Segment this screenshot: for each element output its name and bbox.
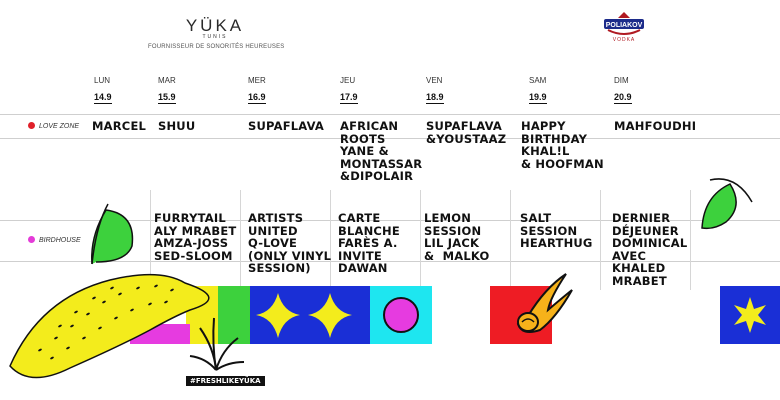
brand-name: YÜKA xyxy=(185,16,245,35)
day-date: 19.9 xyxy=(529,92,547,102)
zone-label: BIRDHOUSE xyxy=(39,237,81,244)
day-name: JEU xyxy=(340,76,356,85)
day-name: MAR xyxy=(158,76,176,85)
love-zone-act-sat: HAPPY BIRTHDAY KHAL!L & HOOFMAN xyxy=(521,119,604,171)
birdhouse-act-sun: DERNIER DÉJEUNER DOMINICAL AVEC KHALED MRABET xyxy=(612,211,688,288)
zone-love xyxy=(28,122,79,130)
green-block xyxy=(218,286,250,344)
day-name: VEN xyxy=(426,76,443,85)
day-date: 18.9 xyxy=(426,92,444,102)
day-date: 16.9 xyxy=(248,92,266,102)
day-header-fri xyxy=(426,76,466,104)
love-zone-act-thu: AFRICAN ROOTS YANE & MONTASSAR &DIPOLAIR xyxy=(340,119,423,183)
sponsor-sub: VODKA xyxy=(612,37,636,43)
day-header-sat xyxy=(529,76,569,104)
zone-birdhouse xyxy=(28,236,81,244)
green-leaf-icon xyxy=(86,196,142,266)
brand-tagline: FOURNISSEUR DE SONORITÉS HEUREUSES xyxy=(148,44,285,50)
love-zone-act-fri: SUPAFLAVA &YOUSTAAZ xyxy=(426,119,507,146)
day-name: DIM xyxy=(614,76,629,85)
birdhouse-act-tue: FURRYTAIL ALY MRABET AMZA-JOSS SED-SLOOM xyxy=(154,211,237,263)
day-header-mon xyxy=(94,76,134,104)
yuka-logo xyxy=(180,16,250,40)
day-header-sun xyxy=(614,76,654,104)
day-name: MER xyxy=(248,76,266,85)
birdhouse-dot-icon xyxy=(28,236,35,243)
birdhouse-act-fri: LEMON SESSION LIL JACK & MALKO xyxy=(424,211,490,263)
day-date: 14.9 xyxy=(94,92,112,102)
divider xyxy=(0,114,780,115)
love-zone-act-sun: MAHFOUDHI xyxy=(614,119,697,133)
day-name: SAM xyxy=(529,76,547,85)
day-date: 15.9 xyxy=(158,92,176,102)
green-leaf-icon xyxy=(696,176,756,230)
love-zone-act-mon: MARCEL xyxy=(92,119,147,133)
day-date: 17.9 xyxy=(340,92,358,102)
day-header-wed xyxy=(248,76,288,104)
day-header-thu xyxy=(340,76,380,104)
day-date: 20.9 xyxy=(614,92,632,102)
day-header-tue xyxy=(158,76,198,104)
brand-city: TUNIS xyxy=(202,34,228,40)
love-zone-act-wed: SUPAFLAVA xyxy=(248,119,325,133)
zone-label: LOVE ZONE xyxy=(39,123,80,130)
birdhouse-act-wed: ARTISTS UNITED Q-LOVE (ONLY VINYL SESSION) xyxy=(248,211,332,275)
love-zone-act-tue: SHUU xyxy=(158,119,196,133)
love-zone-dot-icon xyxy=(28,122,35,129)
birdhouse-act-sat: SALT SESSION HEARTHUG xyxy=(520,211,593,250)
birdhouse-act-thu: CARTE BLANCHE FARÈS A. INVITE DAWAN xyxy=(338,211,400,275)
sponsor-logo-icon xyxy=(600,10,648,40)
hashtag-label: #FRESHLIKEYÜKA xyxy=(186,376,265,386)
day-name: LUN xyxy=(94,76,111,85)
sponsor-name: POLIAKOV xyxy=(605,22,643,29)
circle-icon xyxy=(384,298,418,332)
